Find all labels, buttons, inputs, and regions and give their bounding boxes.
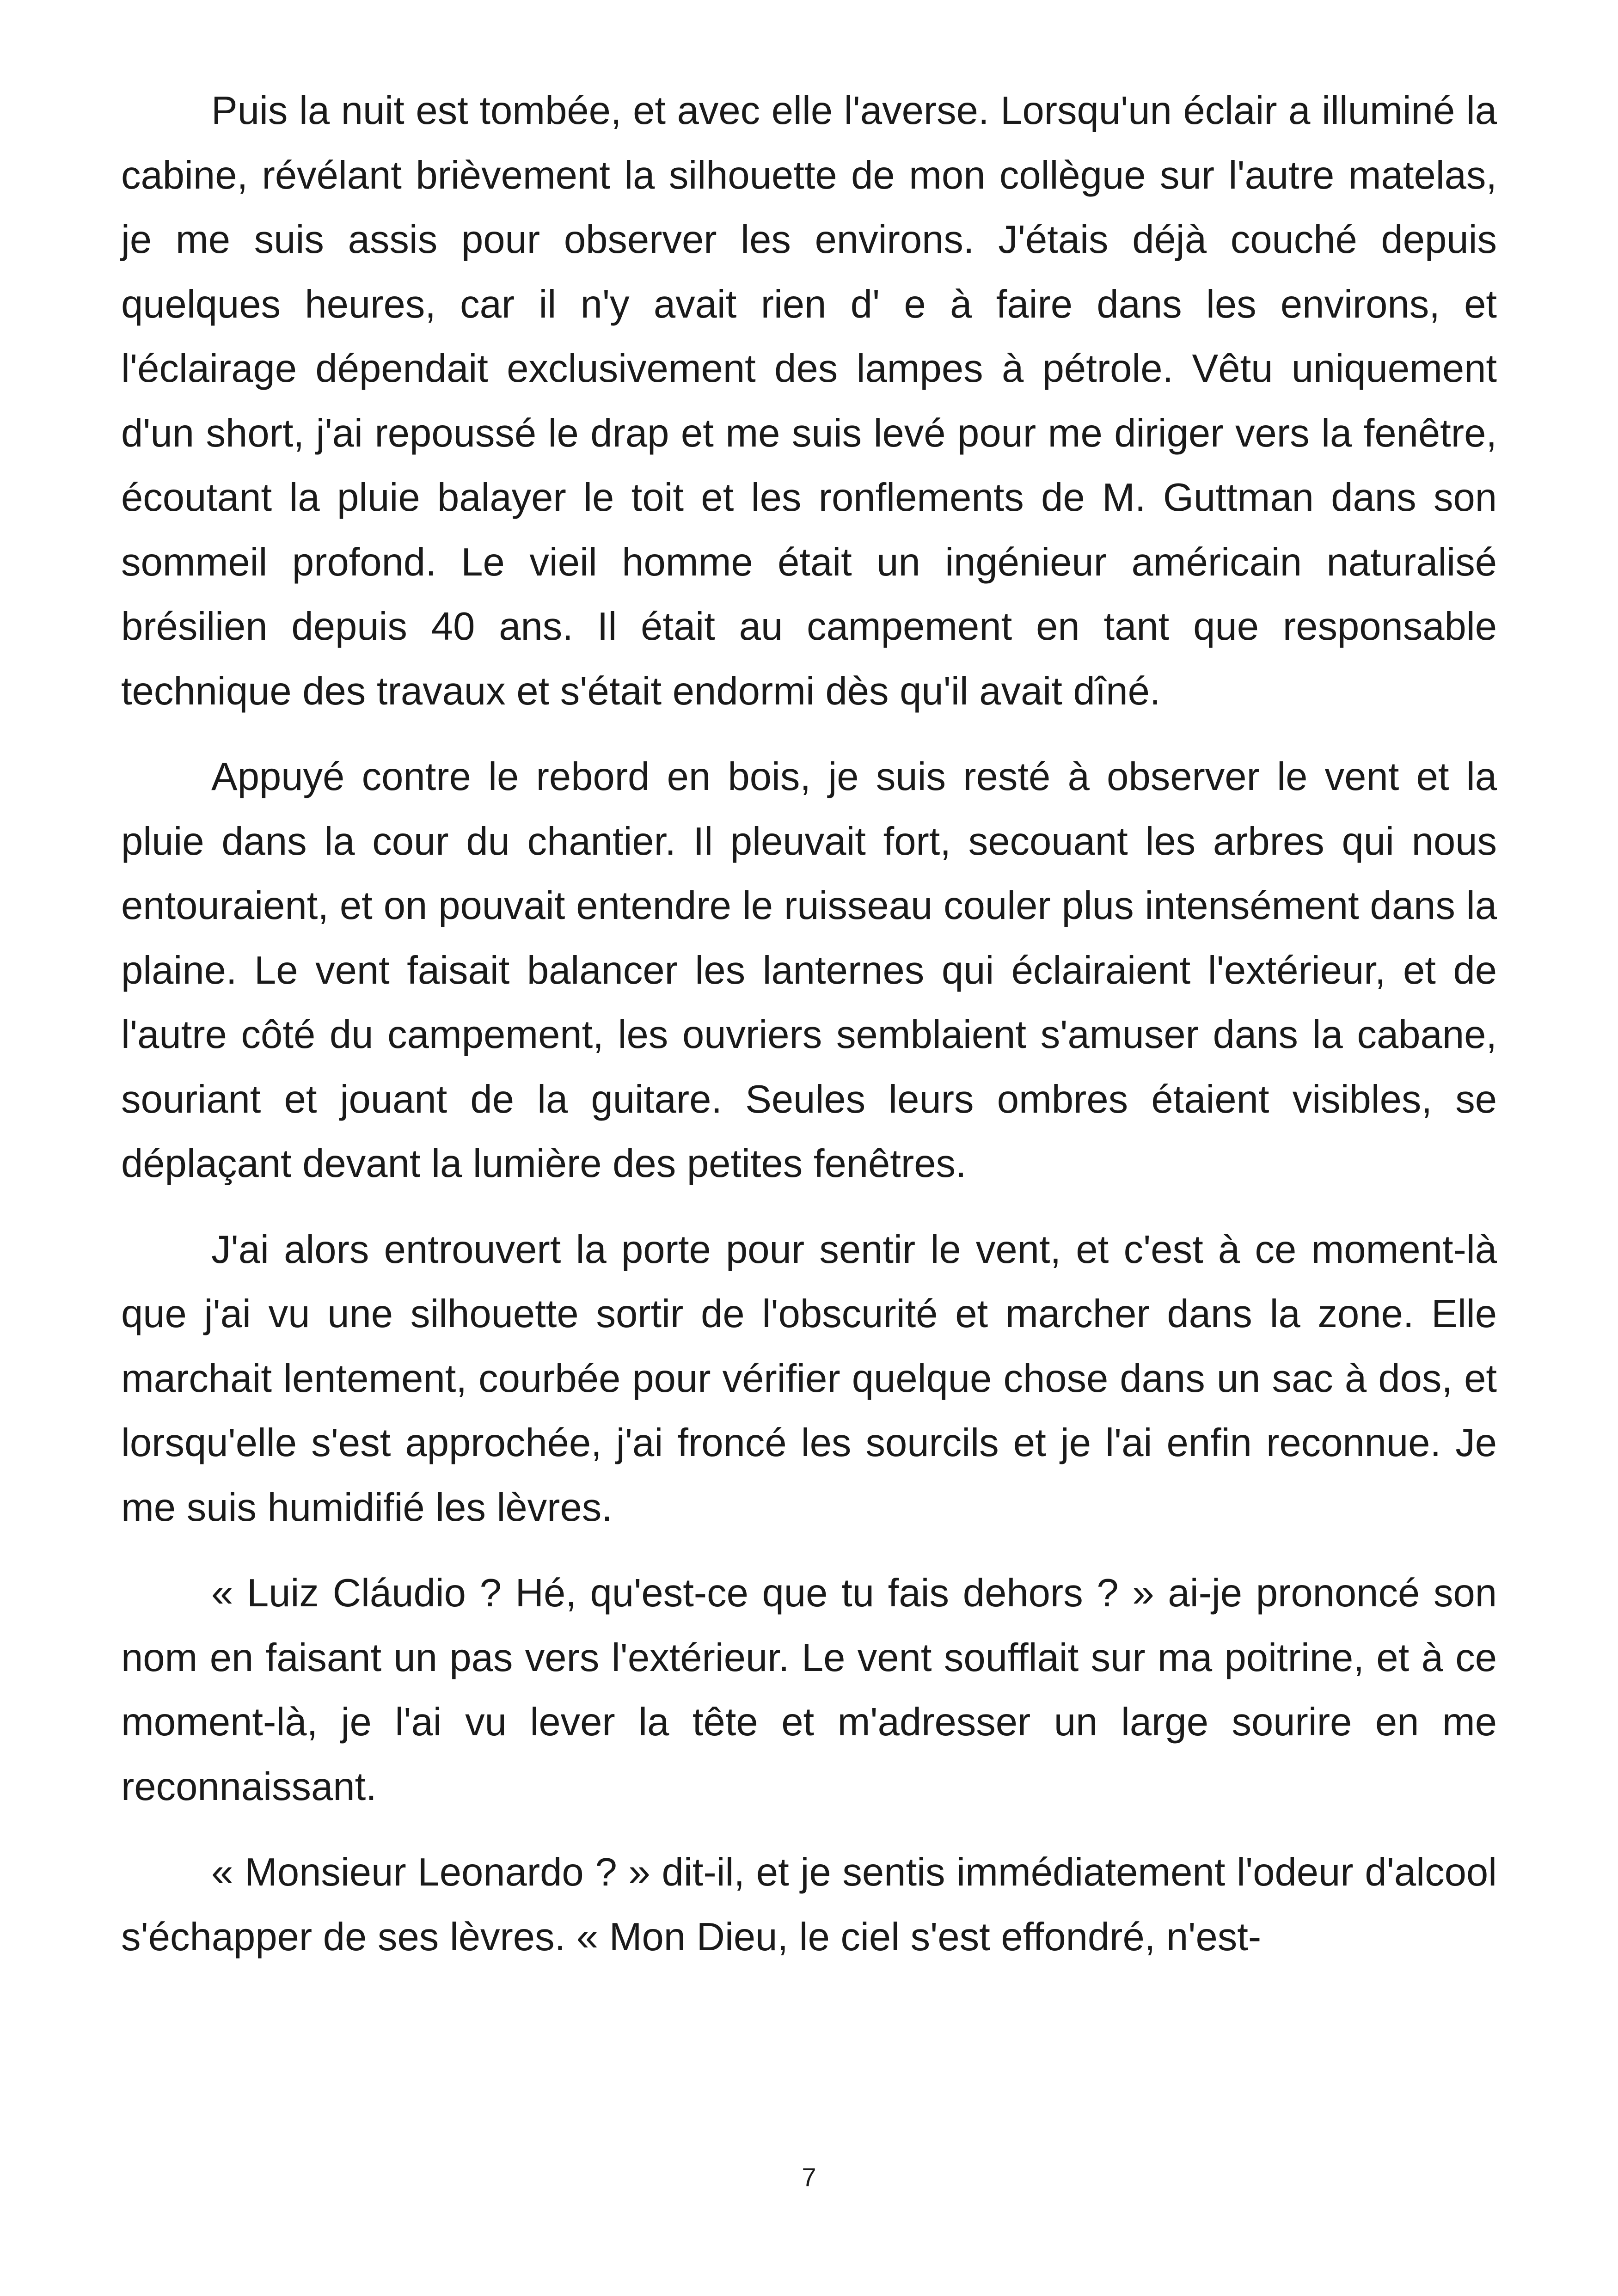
page-number: 7 bbox=[802, 2162, 816, 2192]
paragraph: Puis la nuit est tombée, et avec elle l'averse. Lorsqu'un éclair a illuminé la cabine, révélant brièvement la silhouette de mon collègue sur l'autre matelas, je me suis assis pour observer les environs. J'étais déjà couché depuis quelques heures, car il n'y avait rien d' e à faire dans les environs, et l'éclairage dépendait exclusivement des lampes à pétrole. Vêtu uniquement d'un short, j'ai repoussé le drap et me suis levé pour me diriger vers la fenêtre, écoutant la pluie balayer le toit et les ronflements de M. Guttman dans son sommeil profond. Le vieil homme était un ingénieur américain naturalisé brésilien depuis 40 ans. Il était au campement en tant que responsable technique des travaux et s'était endormi dès qu'il avait dîné. bbox=[121, 89, 1497, 713]
paragraph: « Luiz Cláudio ? Hé, qu'est-ce que tu fais dehors ? » ai-je prononcé son nom en faisant un pas vers l'extérieur. Le vent soufflait sur ma poitrine, et à ce moment-là, je l'ai vu lever la tête et m'adresser un large sourire en me reconnaissant. bbox=[121, 1571, 1497, 1809]
paragraph: « Monsieur Leonardo ? » dit-il, et je sentis immédiatement l'odeur d'alcool s'échapper de ses lèvres. « Mon Dieu, le ciel s'est effondré, n'est- bbox=[121, 1850, 1497, 1959]
paragraph: J'ai alors entrouvert la porte pour sentir le vent, et c'est à ce moment-là que j'ai vu une silhouette sortir de l'obscurité et marcher dans la zone. Elle marchait lentement, courbée pour vérifier quelque chose dans un sac à dos, et lorsqu'elle s'est approchée, j'ai froncé les sourcils et je l'ai enfin reconnue. Je me suis humidifié les lèvres. bbox=[121, 1227, 1497, 1530]
body-text bbox=[121, 79, 1497, 1969]
paragraph: Appuyé contre le rebord en bois, je suis resté à observer le vent et la pluie dans la cour du chantier. Il pleuvait fort, secouant les arbres qui nous entouraient, et on pouvait entendre le ruisseau couler plus intensément dans la plaine. Le vent faisait balancer les lanternes qui éclairaient l'extérieur, et de l'autre côté du campement, les ouvriers semblaient s'amuser dans la cabane, souriant et jouant de la guitare. Seules leurs ombres étaient visibles, se déplaçant devant la lumière des petites fenêtres. bbox=[121, 755, 1497, 1186]
